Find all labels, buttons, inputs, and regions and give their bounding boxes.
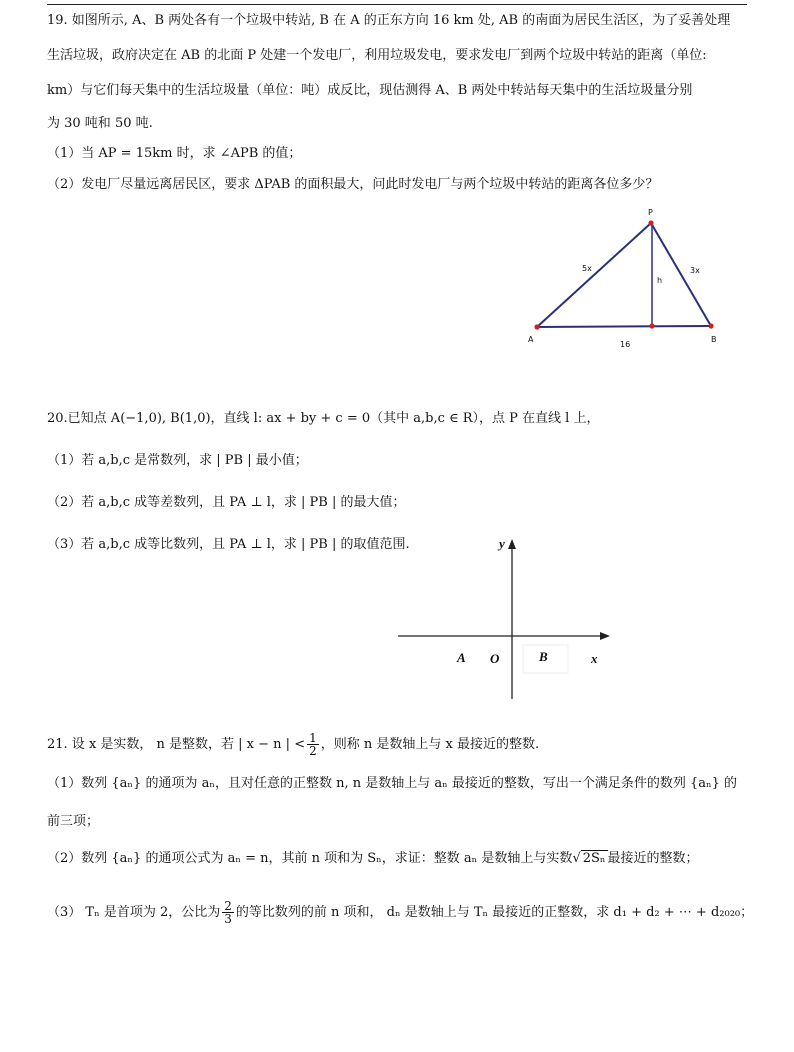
q20-line-1: 20.已知点 A(−1,0), B(1,0)，直线 l: ax + by + c = 0（其中 a,b,c ∈ R），点 P 在直线 l 上， — [47, 411, 600, 426]
q20-part-2: （2）若 a,b,c 成等差数列，且 PA ⊥ l，求 | PB | 的最大值； — [47, 495, 406, 510]
fig-label-ap: 5x — [582, 264, 592, 273]
q19-line-1: 19. 如图所示, A、B 两处各有一个垃圾中转站, B 在 A 的正东方向 16 km 处, AB 的南面为居民生活区，为了妥善处理 — [47, 13, 731, 28]
q19-part-2: （2）发电厂尽量远离居民区，要求 ΔPAB 的面积最大，问此时发电厂与两个垃圾中转站的距离各位多少？ — [47, 177, 659, 192]
q21-part-2 — [47, 850, 699, 867]
q19-line-4: 为 30 吨和 50 吨. — [47, 116, 153, 131]
fig-label-A: A — [528, 335, 534, 344]
fig-label-P: P — [648, 208, 653, 217]
q21-part-3-rest: 的等比数列的前 n 项和， dₙ 是数轴上与 Tₙ 最接近的正整数，求 d₁ + d₂ + ⋯ + d₂₀₂₀； — [235, 905, 754, 920]
sqrt-sign: √ — [572, 851, 581, 866]
q21-fraction-num: 1 — [309, 731, 317, 745]
triangle-figure — [520, 205, 730, 355]
q21-part-2-rest: 最接近的整数； — [607, 851, 699, 866]
q21-fraction-half — [307, 732, 319, 757]
axes-figure — [395, 535, 615, 705]
q21-line-1-text: 21. 设 x 是实数， n 是整数，若 | x − n | < — [47, 737, 306, 752]
q20-part-1: （1）若 a,b,c 是常数列，求 | PB | 最小值； — [47, 453, 308, 468]
q21-sqrt-radicand: 2Sₙ — [582, 851, 606, 866]
fig-label-ab: 16 — [620, 340, 631, 349]
q21-part-3-text: （3） Tₙ 是首项为 2，公比为 — [47, 905, 221, 920]
q21-part-1-line-1: （1）数列 {aₙ} 的通项为 aₙ，且对任意的正整数 n, n 是数轴上与 aₙ 最接近的整数，写出一个满足条件的数列 {aₙ} 的 — [47, 776, 738, 791]
q21-ratio-num: 2 — [224, 899, 232, 913]
q19-part-1: （1）当 AP = 15km 时，求 ∠APB 的值； — [47, 146, 302, 161]
q21-part-2-text: （2）数列 {aₙ} 的通项公式为 aₙ = n，其前 n 项和为 Sₙ，求证：整数 aₙ 是数轴上与实数 — [47, 851, 573, 866]
q19-line-2: 生活垃圾，政府决定在 AB 的北面 P 处建一个发电厂，利用垃圾发电，要求发电厂到两个垃圾中转站的距离（单位: — [47, 48, 707, 63]
q21-part-1-line-2: 前三项； — [47, 814, 100, 829]
q21-fraction-ratio — [222, 900, 234, 925]
fig-label-B: B — [711, 335, 717, 344]
axis-label-O: O — [490, 651, 500, 666]
q21-line-1-rest: ，则称 n 是数轴上与 x 最接近的整数. — [320, 737, 540, 752]
axis-label-B: B — [539, 649, 548, 664]
axis-label-A: A — [457, 650, 466, 665]
axis-label-y: y — [499, 536, 505, 551]
q21-line-1 — [47, 732, 539, 757]
q21-fraction-den: 2 — [309, 744, 317, 758]
q21-ratio-den: 3 — [224, 912, 232, 926]
top-rule — [47, 4, 747, 5]
fig-label-bp: 3x — [690, 266, 700, 275]
fig-label-h: h — [657, 276, 663, 285]
q19-line-3: km）与它们每天集中的生活垃圾量（单位：吨）成反比，现估测得 A、B 两处中转站每天集中的生活垃圾量分别 — [47, 83, 693, 98]
axis-label-x: x — [591, 651, 598, 666]
q20-part-3: （3）若 a,b,c 成等比数列，且 PA ⊥ l，求 | PB | 的取值范围. — [47, 537, 410, 552]
q21-part-3 — [47, 900, 753, 925]
